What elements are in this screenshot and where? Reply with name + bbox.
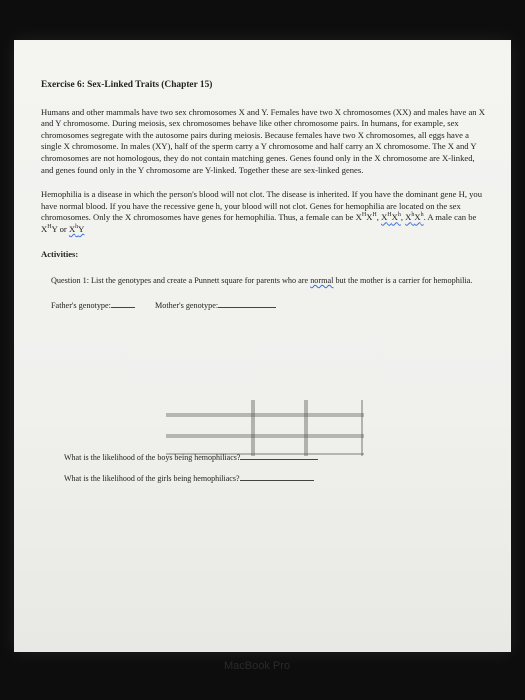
father-genotype-label: Father's genotype: — [51, 301, 111, 311]
hemophilia-paragraph: Hemophilia is a disease in which the person's blood will not clot. The disease is inherited. If you have the dominant gene H, you have normal blood. If you have the recessive gene h, your blood will not clot. Genes for hemophilia are located on the sex chromosomes. Only the X chromosomes have genes for hemophilia. Thus, a female can be $X^HX^H$, $X^HX^h$, $X^hX^h$. A male can be $X^HY$ or $X^hY$ — [41, 189, 483, 234]
boys-question: What is the likelihood of the boys being hemophiliacs? — [64, 453, 241, 462]
boys-likelihood — [64, 450, 318, 462]
male-genotype-1: $X^HY$ — [41, 223, 58, 234]
male-genotype-2: $X^hY$ — [68, 223, 85, 234]
exercise-title: Exercise 6: Sex-Linked Traits (Chapter 15) — [41, 80, 213, 90]
question-1: Question 1: List the genotypes and create a Punnett square for parents who are normal but the mother is a carrier for hemophilia. — [51, 276, 473, 286]
female-genotype-1: $X^HX^H$ — [355, 212, 377, 223]
male-label: A male can be — [427, 212, 477, 223]
document-content — [41, 80, 487, 312]
girls-question: What is the likelihood of the girls being hemophiliacs? — [64, 474, 240, 483]
or-text: or — [59, 223, 67, 234]
girls-answer-field[interactable] — [240, 471, 314, 481]
hemophilia-text: Hemophilia is a disease in which the person's blood will not clot. The disease is inherited. If you have the dominant gene H, you have normal blood. If you have the recessive gene h, your blood will not clot. Genes for hemophilia are located on the sex chromosomes. Only the X chromosomes have genes for hemophilia. Thus, a female can be — [41, 189, 483, 223]
activities-heading: Activities: — [41, 248, 79, 259]
female-genotype-2: $X^HX^h$ — [381, 212, 401, 223]
genotype-fields — [51, 298, 487, 312]
girls-likelihood — [64, 471, 314, 483]
mother-genotype-field[interactable] — [218, 298, 276, 308]
boys-answer-field[interactable] — [240, 450, 318, 460]
female-genotype-3: $X^hX^h$ — [405, 212, 424, 223]
father-genotype-field[interactable] — [111, 298, 135, 308]
mother-genotype-label: Mother's genotype: — [155, 301, 219, 311]
punnett-square[interactable] — [166, 400, 364, 456]
document-page — [14, 40, 511, 652]
laptop-brand-label: MacBook Pro — [224, 660, 291, 672]
sex-chromosomes-paragraph: Humans and other mammals have two sex chromosomes X and Y. Females have two X chromosomes (XX) and males have an X and Y chromosome. During meiosis, sex chromosomes behave like other chromosome pairs. In humans, for example, sex chromosomes segregate with the autosome pairs during meiosis. Because females have two X chromosomes, all eggs have a single X chromosome. In males (XY), half of the sperm carry a Y chromosome and half carry an X chromosome. The X and Y chromosomes are not homologous, they do not contain matching genes. Genes found only in the X chromosome are X-linked, and genes found only in the Y chromosome are Y-linked. Together these are sex-linked genes. — [41, 106, 485, 175]
